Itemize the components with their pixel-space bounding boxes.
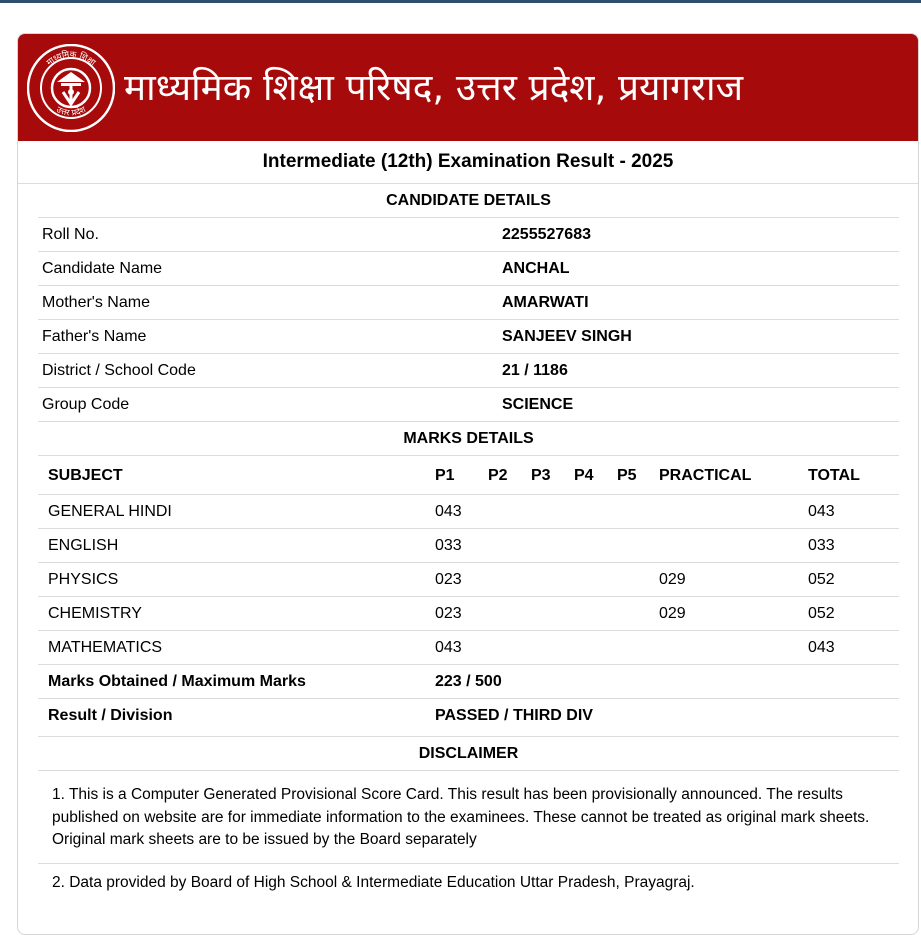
- seal-top-text: माध्यमिक शिक्षा: [44, 49, 98, 69]
- p1-cell: 023: [435, 571, 462, 588]
- disclaimer-item: 1. This is a Computer Generated Provisional Score Card. This result has been provisionally announced. The results published on website are for immediate information to the examinees. These cannot be treated as original mark sheets. Original mark sheets are to be issued by the Board separately: [38, 771, 899, 864]
- detail-row-group: [38, 388, 899, 422]
- col-p5-header: P5: [617, 467, 637, 484]
- detail-label: District / School Code: [42, 362, 196, 379]
- detail-label: Mother's Name: [42, 294, 150, 311]
- detail-value: 21 / 1186: [502, 362, 568, 379]
- detail-label: Group Code: [42, 396, 130, 413]
- subject-cell: ENGLISH: [48, 537, 119, 554]
- result-division-value: PASSED / THIRD DIV: [435, 707, 593, 724]
- subject-cell: MATHEMATICS: [48, 639, 163, 656]
- top-strip: [0, 0, 921, 3]
- p1-cell: 023: [435, 605, 462, 622]
- p1-cell: 033: [435, 537, 462, 554]
- table-row: [38, 563, 899, 597]
- detail-label: Candidate Name: [42, 260, 163, 277]
- marks-header-row: [38, 456, 899, 495]
- marks-obtained-row: [38, 665, 899, 699]
- col-practical-header: PRACTICAL: [659, 467, 752, 484]
- exam-title: Intermediate (12th) Examination Result - 2025: [18, 141, 918, 184]
- header-banner: [18, 34, 918, 141]
- detail-value: AMARWATI: [502, 294, 589, 311]
- p1-cell: 043: [435, 639, 462, 656]
- practical-cell: 029: [659, 605, 686, 622]
- detail-value: 2255527683: [502, 226, 591, 243]
- table-row: [38, 529, 899, 563]
- result-card: [17, 33, 919, 935]
- col-p3-header: P3: [531, 467, 551, 484]
- result-division-row: [38, 699, 899, 737]
- detail-row-roll: [38, 218, 899, 252]
- board-title: माध्यमिक शिक्षा परिषद, उत्तर प्रदेश, प्रयागराज: [124, 66, 744, 109]
- col-total-header: TOTAL: [808, 467, 860, 484]
- table-row: [38, 597, 899, 631]
- disclaimer-title: DISCLAIMER: [38, 737, 899, 771]
- total-cell: 043: [808, 503, 835, 520]
- seal-bottom-text: उत्तर प्रदेश: [54, 104, 88, 119]
- disclaimer-item: 2. Data provided by Board of High School & Intermediate Education Uttar Pradesh, Prayagraj.: [52, 873, 695, 891]
- detail-row-name: [38, 252, 899, 286]
- result-division-label: Result / Division: [48, 707, 173, 724]
- table-row: [38, 631, 899, 665]
- detail-value: SCIENCE: [502, 396, 574, 413]
- table-row: [38, 495, 899, 529]
- p1-cell: 043: [435, 503, 462, 520]
- result-content: [18, 184, 918, 905]
- col-subject-header: SUBJECT: [48, 467, 123, 484]
- marks-obtained-label: Marks Obtained / Maximum Marks: [48, 673, 306, 690]
- practical-cell: 029: [659, 571, 686, 588]
- detail-label: Roll No.: [42, 226, 99, 243]
- subject-cell: PHYSICS: [48, 571, 119, 588]
- detail-row-father: [38, 320, 899, 354]
- marks-obtained-value: 223 / 500: [435, 673, 502, 690]
- subject-cell: GENERAL HINDI: [48, 503, 172, 520]
- detail-row-district: [38, 354, 899, 388]
- detail-label: Father's Name: [42, 328, 147, 345]
- subject-cell: CHEMISTRY: [48, 605, 142, 622]
- total-cell: 052: [808, 571, 835, 588]
- col-p2-header: P2: [488, 467, 508, 484]
- candidate-section-title: CANDIDATE DETAILS: [38, 184, 899, 218]
- marks-section-title: MARKS DETAILS: [38, 422, 899, 456]
- col-p1-header: P1: [435, 467, 455, 484]
- detail-value: SANJEEV SINGH: [502, 328, 632, 345]
- up-board-seal-icon: [27, 44, 115, 132]
- col-p4-header: P4: [574, 467, 594, 484]
- total-cell: 052: [808, 605, 835, 622]
- detail-value: ANCHAL: [502, 260, 570, 277]
- total-cell: 043: [808, 639, 835, 656]
- total-cell: 033: [808, 537, 835, 554]
- detail-row-mother: [38, 286, 899, 320]
